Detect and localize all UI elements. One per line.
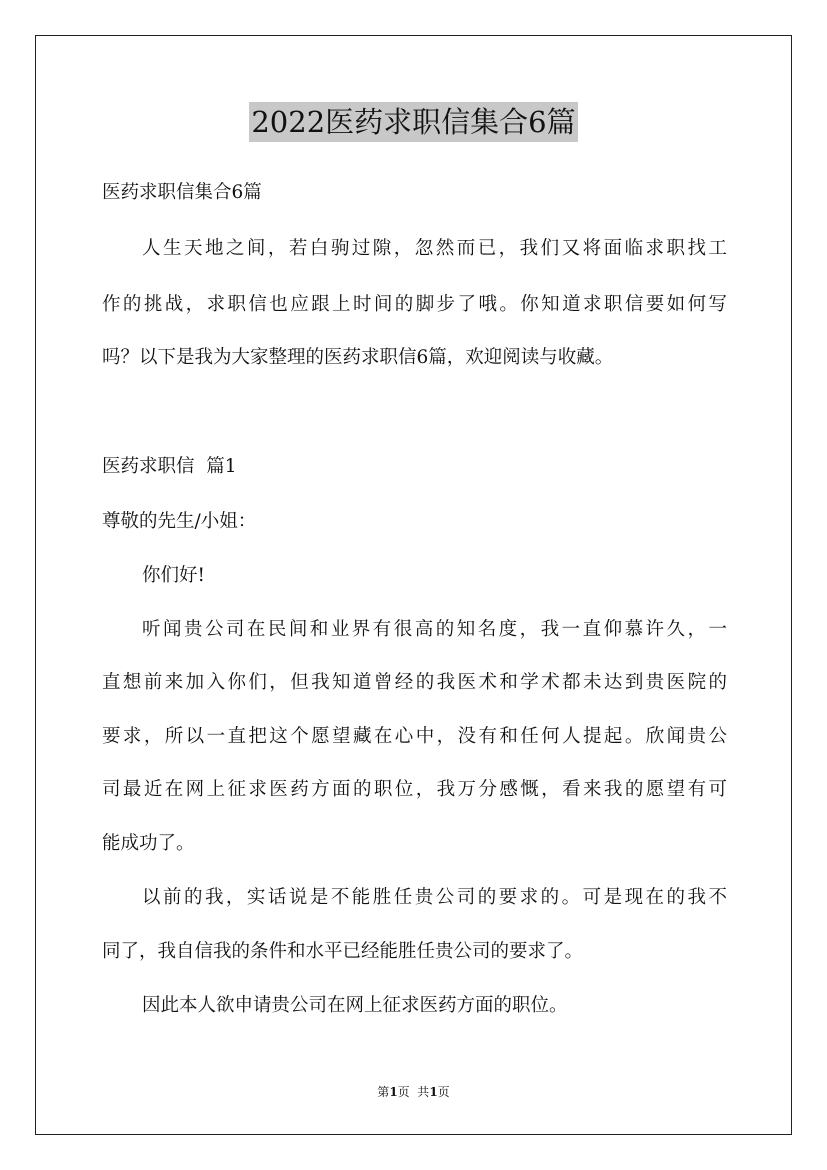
footer-prefix: 第 [377,1085,390,1099]
footer-page-current: 1 [389,1085,398,1099]
section-heading: 医药求职信 篇1 [102,456,237,477]
para1-line-1: 听闻贵公司在民间和业界有很高的知名度，我一直仰慕许久，一 [142,619,727,640]
footer-suffix: 页 [437,1085,450,1099]
intro-line-2: 作的挑战，求职信也应跟上时间的脚步了哦。你知道求职信要如何写 [102,294,727,315]
para2-line-1: 以前的我，实话说是不能胜任贵公司的要求的。可是现在的我不 [142,887,727,908]
footer-page-total: 1 [429,1085,438,1099]
footer-mid: 页 共 [397,1085,430,1099]
para1-line-3: 要求，所以一直把这个愿望藏在心中，没有和任何人提起。欣闻贵公 [102,726,727,747]
para3: 因此本人欲申请贵公司在网上征求医药方面的职位。 [142,995,568,1016]
para2-line-2: 同了，我自信我的条件和水平已经能胜任贵公司的要求了。 [102,941,584,962]
salutation: 尊敬的先生/小姐： [102,511,257,532]
intro-line-1: 人生天地之间，若白驹过隙，忽然而已，我们又将面临求职找工 [142,238,727,259]
para1-line-4: 司最近在网上征求医药方面的职位，我万分感慨，看来我的愿望有可 [102,779,727,800]
title-container [0,102,827,142]
document-title: 2022医药求职信集合6篇 [249,102,577,142]
para1-line-5: 能成功了。 [102,833,195,854]
document-subtitle: 医药求职信集合6篇 [102,182,262,203]
intro-line-3: 吗？以下是我为大家整理的医药求职信6篇，欢迎阅读与收藏。 [102,347,614,368]
para1-line-2: 直想前来加入你们，但我知道曾经的我医术和学术都未达到贵医院的 [102,672,727,693]
greeting: 你们好! [142,565,205,586]
page-footer [0,1084,827,1100]
